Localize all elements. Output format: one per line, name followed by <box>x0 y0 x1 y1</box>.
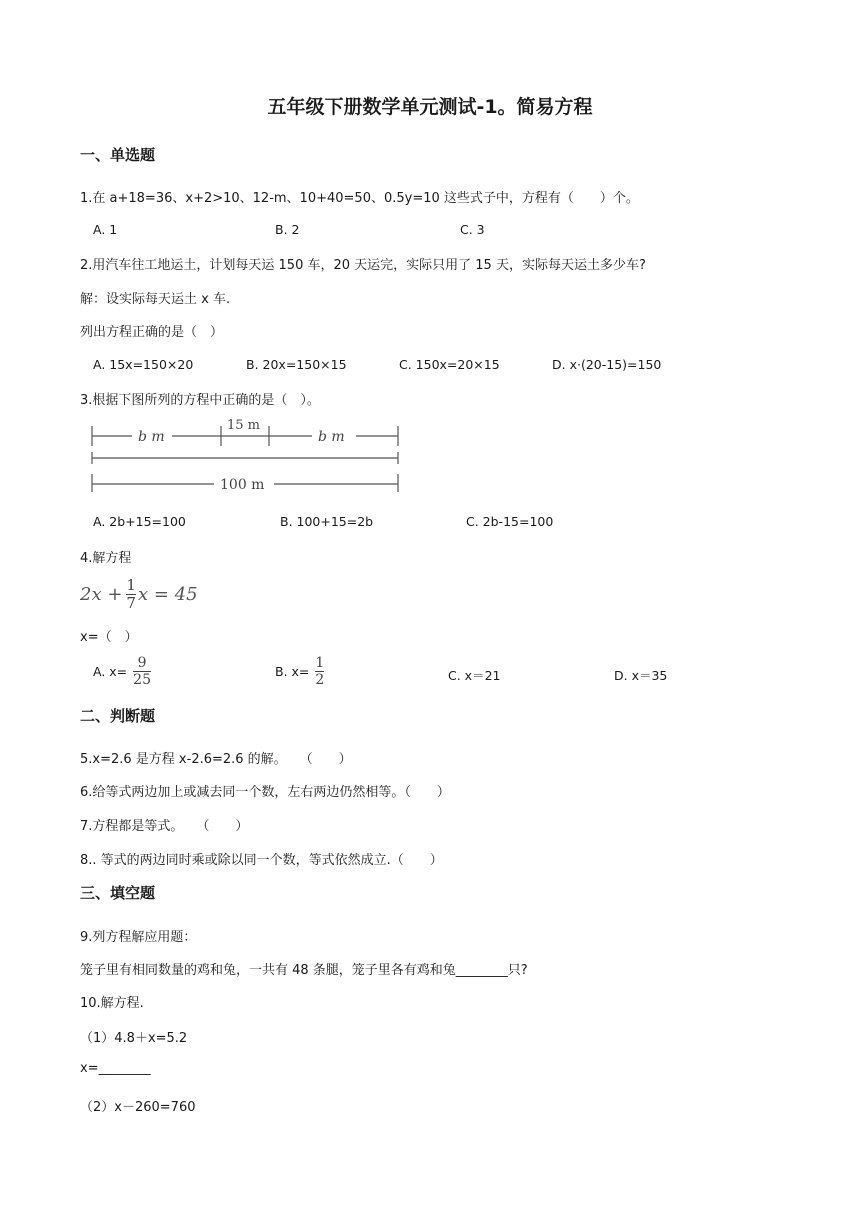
option-b-prefix: B. x= <box>275 664 310 679</box>
question-4-prompt: x=（ ） <box>80 630 138 645</box>
question-5-text: 5.x=2.6 是方程 x-2.6=2.6 的解。 （ ） <box>80 752 352 767</box>
question-4-text: 4.解方程 <box>80 551 132 566</box>
option-b-fraction <box>315 656 324 687</box>
diagram-label-middle: 15 m <box>227 418 261 433</box>
equation-fraction-denominator: 7 <box>126 594 136 612</box>
option-a-fraction <box>133 656 151 687</box>
option-a-denominator: 25 <box>133 672 151 688</box>
question-1-text: 1.在 a+18=36、x+2>10、12-m、10+40=50、0.5y=10 这些式子中，方程有（ ）个。 <box>80 191 639 206</box>
segment-diagram <box>84 414 404 496</box>
equation-left: 2x + <box>80 584 123 605</box>
question-10-part-2: （2）x－260=760 <box>80 1100 196 1115</box>
question-1-option-c[interactable]: C. 3 <box>460 222 485 237</box>
section-heading-fill-blank: 三、填空题 <box>80 884 156 902</box>
question-2-solution-line: 解：设实际每天运土 x 车. <box>80 292 231 307</box>
diagram-label-right: b m <box>318 429 345 445</box>
question-1-option-b[interactable]: B. 2 <box>275 222 300 237</box>
question-4-option-b[interactable] <box>275 656 324 687</box>
question-2-prompt: 列出方程正确的是（ ） <box>80 325 224 340</box>
question-3-option-a[interactable]: A. 2b+15=100 <box>93 514 186 529</box>
diagram-label-left: b m <box>138 429 165 445</box>
question-1-option-a[interactable]: A. 1 <box>93 222 118 237</box>
diagram-label-total: 100 m <box>220 477 265 493</box>
page-title: 五年级下册数学单元测试-1。简易方程 <box>267 96 593 118</box>
equation-fraction <box>126 578 136 611</box>
question-2-option-a[interactable]: A. 15x=150×20 <box>93 357 194 372</box>
question-4-option-c[interactable]: C. x＝21 <box>448 668 501 683</box>
question-10-part-1-answer[interactable]: x=________ <box>80 1061 151 1076</box>
option-b-denominator: 2 <box>315 672 325 688</box>
question-2-text: 2.用汽车往工地运土，计划每天运 150 车，20 天运完，实际只用了 15 天，实际每天运土多少车? <box>80 258 646 273</box>
question-10-part-1: （1）4.8＋x=5.2 <box>80 1031 188 1046</box>
option-a-numerator: 9 <box>137 655 147 671</box>
question-4-option-a[interactable] <box>93 656 151 687</box>
question-2-option-c[interactable]: C. 150x=20×15 <box>399 357 500 372</box>
option-b-numerator: 1 <box>315 655 325 671</box>
question-8-text: 8.. 等式的两边同时乘或除以同一个数，等式依然成立.（ ） <box>80 853 443 868</box>
equation-fraction-numerator: 1 <box>126 576 136 594</box>
question-3-option-c[interactable]: C. 2b-15=100 <box>466 514 554 529</box>
question-3-option-b[interactable]: B. 100+15=2b <box>280 514 374 529</box>
question-7-text: 7.方程都是等式。 （ ） <box>80 819 249 834</box>
section-heading-single-choice: 一、单选题 <box>80 146 156 164</box>
question-2-option-d[interactable]: D. x·(20-15)=150 <box>552 357 662 372</box>
question-4-option-d[interactable]: D. x＝35 <box>614 668 668 683</box>
question-9-text: 9.列方程解应用题： <box>80 930 197 945</box>
question-4-equation <box>80 578 198 611</box>
question-3-text: 3.根据下图所列的方程中正确的是（ ）。 <box>80 393 320 408</box>
option-a-prefix: A. x= <box>93 664 128 679</box>
equation-right: x = 45 <box>137 584 198 605</box>
question-9-body: 笼子里有相同数量的鸡和兔，一共有 48 条腿，笼子里各有鸡和兔________只? <box>80 963 528 978</box>
question-6-text: 6.给等式两边加上或减去同一个数，左右两边仍然相等。（ ） <box>80 785 450 800</box>
question-2-option-b[interactable]: B. 20x=150×15 <box>246 357 347 372</box>
section-heading-true-false: 二、判断题 <box>80 707 156 725</box>
question-10-text: 10.解方程. <box>80 996 144 1011</box>
